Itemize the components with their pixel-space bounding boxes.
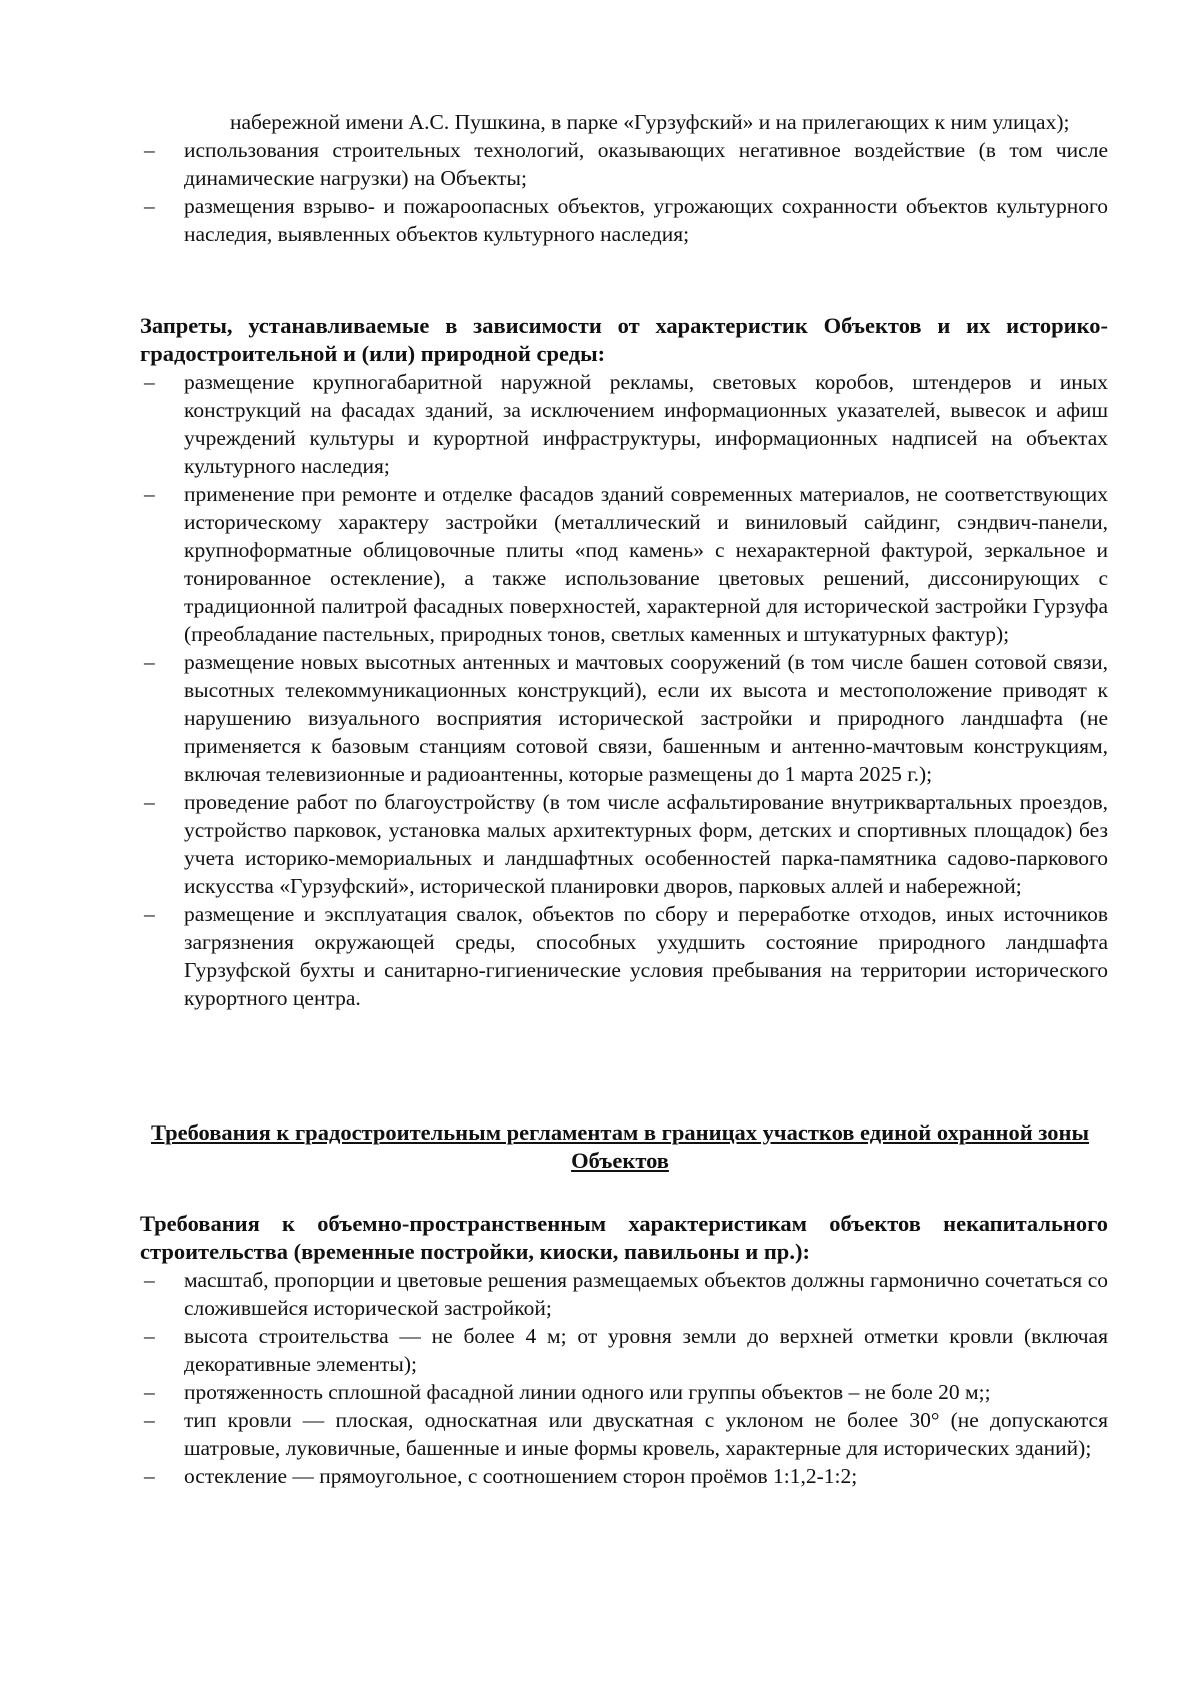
list-item bbox=[140, 1406, 1108, 1462]
list-item-text: размещения взрыво- и пожароопасных объектов, угрожающих сохранности объектов культурного наследия, выявленных объектов культурного наследия; bbox=[184, 194, 1108, 246]
list-item-text: остекление — прямоугольное, с соотношением сторон проёмов 1:1,2-1:2; bbox=[184, 1464, 858, 1488]
dash-marker: – bbox=[144, 1408, 155, 1432]
intro-continuation: набережной имени А.С. Пушкина, в парке «Гурзуфский» и на прилегающих к ним улицах); bbox=[230, 110, 1070, 134]
dash-marker: – bbox=[144, 650, 155, 674]
list-item-text: размещение новых высотных антенных и мачтовых сооружений (в том числе башен сотовой связи, высотных телекоммуникационных конструкций), если их высота и местоположение приводят к нарушению визуального восприятия исторической застройки и природного ландшафта (не применяется к базовым станциям сотовой связи, башенным и антенно-мачтовым конструкциям, включая телевизионные и радиоантенны, которые размещены до 1 марта 2025 г.); bbox=[184, 650, 1108, 786]
non-capital-section bbox=[140, 1210, 1108, 1490]
list-item bbox=[140, 480, 1108, 648]
list-item bbox=[140, 648, 1108, 788]
prohibitions-list bbox=[140, 368, 1108, 1012]
prohibitions-heading: Запреты, устанавливаемые в зависимости от характеристик Объектов и их историко-градостроительной и (или) природной среды: bbox=[140, 313, 1108, 366]
list-item-text: проведение работ по благоустройству (в том числе асфальтирование внутриквартальных проездов, устройство парковок, установка малых архитектурных форм, детских и спортивных площадок) без учета историко-мемориальных и ландшафтных особенностей парка-памятника садово-паркового искусства «Гурзуфский», исторической планировки дворов, парковых аллей и набережной; bbox=[184, 790, 1108, 898]
list-item bbox=[140, 1462, 1108, 1490]
dash-marker: – bbox=[144, 138, 155, 162]
list-item-text: масштаб, пропорции и цветовые решения размещаемых объектов должны гармонично сочетаться со сложившейся исторической застройкой; bbox=[184, 1268, 1108, 1320]
intro-list bbox=[140, 136, 1108, 248]
list-item bbox=[140, 192, 1108, 248]
list-item bbox=[140, 368, 1108, 480]
list-item bbox=[140, 788, 1108, 900]
dash-marker: – bbox=[144, 1324, 155, 1348]
dash-marker: – bbox=[144, 790, 155, 814]
list-item-text: высота строительства — не более 4 м; от уровня земли до верхней отметки кровли (включая декоративные элементы); bbox=[184, 1324, 1108, 1376]
dash-marker: – bbox=[144, 370, 155, 394]
list-item bbox=[140, 136, 1108, 192]
dash-marker: – bbox=[144, 1380, 155, 1404]
dash-marker: – bbox=[144, 902, 155, 926]
list-item-text: использования строительных технологий, оказывающих негативное воздействие (в том числе динамические нагрузки) на Объекты; bbox=[184, 138, 1108, 190]
intro-section bbox=[140, 108, 1108, 248]
list-item-text: размещение и эксплуатация свалок, объектов по сбору и переработке отходов, иных источников загрязнения окружающей среды, способных ухудшить состояние природного ландшафта Гурзуфской бухты и санитарно-гигиенические условия пребывания на территории исторического курортного центра. bbox=[184, 902, 1108, 1010]
dash-marker: – bbox=[144, 482, 155, 506]
non-capital-list bbox=[140, 1266, 1108, 1490]
list-item bbox=[140, 1378, 1108, 1406]
regulations-section bbox=[150, 1119, 1090, 1175]
dash-marker: – bbox=[144, 194, 155, 218]
regulations-heading: Требования к градостроительным регламентам в границах участков единой охранной зоны Объектов bbox=[150, 1120, 1090, 1173]
list-item bbox=[140, 1266, 1108, 1322]
non-capital-heading: Требования к объемно-пространственным характеристикам объектов некапитального строительства (временные постройки, киоски, павильоны и пр.): bbox=[140, 1211, 1108, 1264]
dash-marker: – bbox=[144, 1464, 155, 1488]
list-item bbox=[140, 1322, 1108, 1378]
dash-marker: – bbox=[144, 1268, 155, 1292]
list-item-text: протяженность сплошной фасадной линии одного или группы объектов – не боле 20 м;; bbox=[184, 1380, 991, 1404]
prohibitions-section bbox=[140, 312, 1108, 1012]
list-item bbox=[140, 900, 1108, 1012]
list-item-text: размещение крупногабаритной наружной рекламы, световых коробов, штендеров и иных конструкций на фасадах зданий, за исключением информационных указателей, вывесок и афиш учреждений культуры и курортной инфраструктуры, информационных надписей на объектах культурного наследия; bbox=[184, 370, 1108, 478]
list-item-text: тип кровли — плоская, односкатная или двускатная с уклоном не более 30° (не допускаются шатровые, луковичные, башенные и иные формы кровель, характерные для исторических зданий); bbox=[184, 1408, 1108, 1460]
list-item-text: применение при ремонте и отделке фасадов зданий современных материалов, не соответствующих историческому характеру застройки (металлический и виниловый сайдинг, сэндвич-панели, крупноформатные облицовочные плиты «под камень» с нехарактерной фактурой, зеркальное и тонированное остекление), а также использование цветовых решений, диссонирующих с традиционной палитрой фасадных поверхностей, характерной для исторической застройки Гурзуфа (преобладание пастельных, природных тонов, светлых каменных и штукатурных фактур); bbox=[184, 482, 1108, 646]
